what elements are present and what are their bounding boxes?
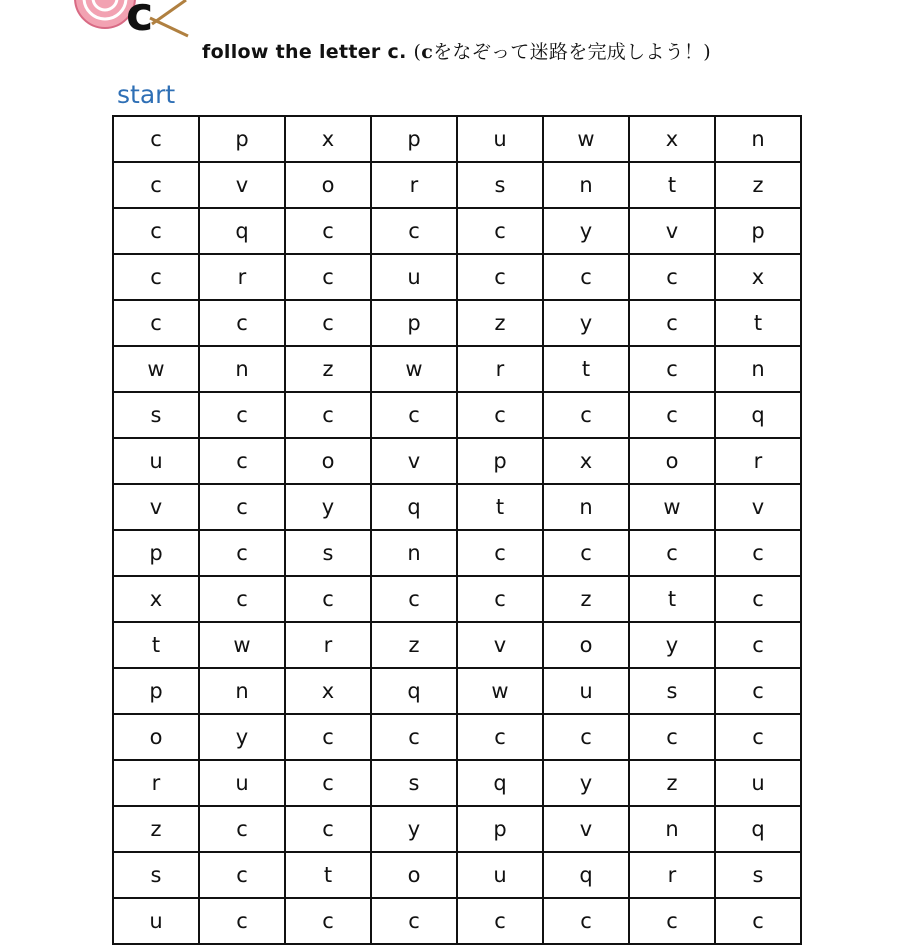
maze-cell[interactable]: o [285,162,371,208]
maze-cell[interactable]: c [371,714,457,760]
maze-cell[interactable]: v [371,438,457,484]
maze-cell[interactable]: c [113,116,199,162]
maze-row [113,484,801,530]
maze-cell[interactable]: u [457,852,543,898]
maze-cell[interactable]: y [543,760,629,806]
maze-cell[interactable]: u [113,438,199,484]
maze-cell[interactable]: x [113,576,199,622]
maze-cell[interactable]: c [457,530,543,576]
maze-cell[interactable]: c [543,898,629,944]
maze-cell[interactable]: x [543,438,629,484]
maze-cell[interactable]: c [285,714,371,760]
maze-row [113,208,801,254]
maze-cell[interactable]: c [543,530,629,576]
maze-cell[interactable]: x [285,116,371,162]
maze-cell[interactable]: w [371,346,457,392]
maze-cell[interactable]: y [285,484,371,530]
maze-row [113,714,801,760]
maze-cell[interactable]: c [199,438,285,484]
maze-cell[interactable]: c [113,162,199,208]
maze-cell[interactable]: c [199,852,285,898]
maze-cell[interactable]: n [199,346,285,392]
letter-maze-grid [112,115,802,945]
maze-row [113,254,801,300]
maze-cell[interactable]: c [285,392,371,438]
maze-cell[interactable]: z [371,622,457,668]
maze-cell[interactable]: q [543,852,629,898]
maze-cell[interactable]: q [371,484,457,530]
maze-cell[interactable]: c [629,714,715,760]
maze-cell[interactable]: w [543,116,629,162]
maze-cell[interactable]: z [285,346,371,392]
maze-cell[interactable]: r [285,622,371,668]
maze-row [113,576,801,622]
maze-cell[interactable]: x [715,254,801,300]
maze-cell[interactable]: w [629,484,715,530]
maze-cell[interactable]: c [715,530,801,576]
maze-cell[interactable]: c [371,898,457,944]
maze-cell[interactable]: c [199,300,285,346]
maze-cell[interactable]: c [285,760,371,806]
maze-cell[interactable]: o [629,438,715,484]
maze-cell[interactable]: s [371,760,457,806]
maze-cell[interactable]: c [371,208,457,254]
maze-cell[interactable]: r [113,760,199,806]
maze-cell[interactable]: c [715,668,801,714]
maze-cell[interactable]: c [285,208,371,254]
maze-cell[interactable]: c [629,530,715,576]
maze-cell[interactable]: c [629,346,715,392]
maze-cell[interactable]: n [543,484,629,530]
maze-cell[interactable]: u [543,668,629,714]
maze-cell[interactable]: o [285,438,371,484]
maze-cell[interactable]: c [199,530,285,576]
maze-cell[interactable]: x [629,116,715,162]
maze-cell[interactable]: z [457,300,543,346]
maze-cell[interactable]: n [715,116,801,162]
maze-cell[interactable]: p [457,806,543,852]
maze-cell[interactable]: t [629,162,715,208]
maze-cell[interactable]: u [113,898,199,944]
maze-cell[interactable]: t [457,484,543,530]
maze-cell[interactable]: r [629,852,715,898]
maze-cell[interactable]: p [199,116,285,162]
maze-cell[interactable]: n [629,806,715,852]
maze-cell[interactable]: c [715,898,801,944]
maze-cell[interactable]: c [199,484,285,530]
maze-cell[interactable]: w [457,668,543,714]
maze-cell[interactable]: z [543,576,629,622]
maze-row [113,162,801,208]
maze-row [113,300,801,346]
maze-cell[interactable]: c [285,806,371,852]
maze-cell[interactable]: c [457,576,543,622]
candy-lollipop-icon [70,0,200,42]
maze-cell[interactable]: c [457,714,543,760]
maze-row [113,622,801,668]
maze-cell[interactable]: v [715,484,801,530]
maze-row [113,530,801,576]
maze-cell[interactable]: w [199,622,285,668]
maze-cell[interactable]: c [371,392,457,438]
maze-cell[interactable]: p [371,300,457,346]
maze-cell[interactable]: c [715,714,801,760]
maze-cell[interactable]: c [113,208,199,254]
maze-cell[interactable]: n [371,530,457,576]
maze-cell[interactable]: c [285,300,371,346]
maze-cell[interactable]: s [457,162,543,208]
maze-cell[interactable]: r [199,254,285,300]
maze-cell[interactable]: u [457,116,543,162]
maze-cell[interactable]: y [543,300,629,346]
maze-cell[interactable]: c [543,392,629,438]
maze-cell[interactable]: c [457,898,543,944]
maze-row [113,806,801,852]
maze-cell[interactable]: p [371,116,457,162]
maze-cell[interactable]: o [371,852,457,898]
maze-cell[interactable]: v [113,484,199,530]
maze-cell[interactable]: c [715,576,801,622]
maze-cell[interactable]: s [629,668,715,714]
maze-row [113,438,801,484]
maze-cell[interactable]: c [199,576,285,622]
maze-cell[interactable]: n [199,668,285,714]
maze-cell[interactable]: c [199,392,285,438]
maze-cell[interactable]: t [543,346,629,392]
maze-cell[interactable]: c [629,898,715,944]
maze-row [113,898,801,944]
maze-cell[interactable]: c [113,300,199,346]
maze-cell[interactable]: z [715,162,801,208]
maze-cell[interactable]: n [543,162,629,208]
maze-row [113,668,801,714]
maze-cell[interactable]: c [285,576,371,622]
logo-letter: c [126,0,154,41]
maze-cell[interactable]: v [457,622,543,668]
maze-cell[interactable]: s [715,852,801,898]
maze-cell[interactable]: y [199,714,285,760]
maze-cell[interactable]: c [199,806,285,852]
maze-cell[interactable]: q [715,392,801,438]
maze-cell[interactable]: o [543,622,629,668]
maze-cell[interactable]: t [715,300,801,346]
maze-cell[interactable]: c [715,622,801,668]
maze-row [113,852,801,898]
maze-cell[interactable]: y [371,806,457,852]
instruction-japanese: (cをなぞって迷路を完成しよう！) [413,41,712,63]
maze-cell[interactable]: q [715,806,801,852]
maze-cell[interactable]: r [371,162,457,208]
maze-cell[interactable]: v [199,162,285,208]
maze-cell[interactable]: z [629,760,715,806]
maze-cell[interactable]: w [113,346,199,392]
maze-cell[interactable]: c [457,254,543,300]
maze-row [113,346,801,392]
maze-cell[interactable]: p [113,668,199,714]
maze-cell[interactable]: y [629,622,715,668]
maze-cell[interactable]: c [285,898,371,944]
maze-cell[interactable]: u [371,254,457,300]
instruction-english: follow the letter c. [202,41,407,63]
maze-cell[interactable]: n [715,346,801,392]
start-label: start [117,80,176,109]
maze-cell[interactable]: p [715,208,801,254]
maze-cell[interactable]: q [371,668,457,714]
maze-row [113,116,801,162]
maze-cell[interactable]: o [113,714,199,760]
maze-cell[interactable]: t [113,622,199,668]
maze-cell[interactable]: u [715,760,801,806]
maze-cell[interactable]: c [199,898,285,944]
maze-cell[interactable]: y [543,208,629,254]
maze-row [113,392,801,438]
maze-cell[interactable]: u [199,760,285,806]
maze-cell[interactable]: c [629,254,715,300]
maze-cell[interactable]: c [629,300,715,346]
instruction-text [202,37,711,64]
maze-cell[interactable]: c [629,392,715,438]
maze-cell[interactable]: s [113,392,199,438]
maze-cell[interactable]: x [285,668,371,714]
maze-cell[interactable]: c [457,208,543,254]
maze-cell[interactable]: q [457,760,543,806]
maze-cell[interactable]: c [285,254,371,300]
maze-cell[interactable]: s [113,852,199,898]
maze-cell[interactable]: v [543,806,629,852]
maze-cell[interactable]: p [457,438,543,484]
maze-cell[interactable]: c [543,714,629,760]
maze-cell[interactable]: t [629,576,715,622]
maze-cell[interactable]: z [113,806,199,852]
maze-cell[interactable]: c [113,254,199,300]
maze-row [113,760,801,806]
maze-cell[interactable]: p [113,530,199,576]
maze-cell[interactable]: c [457,392,543,438]
maze-cell[interactable]: t [285,852,371,898]
maze-cell[interactable]: r [457,346,543,392]
maze-cell[interactable]: c [371,576,457,622]
maze-cell[interactable]: c [543,254,629,300]
maze-cell[interactable]: v [629,208,715,254]
maze-cell[interactable]: q [199,208,285,254]
maze-cell[interactable]: r [715,438,801,484]
maze-cell[interactable]: s [285,530,371,576]
